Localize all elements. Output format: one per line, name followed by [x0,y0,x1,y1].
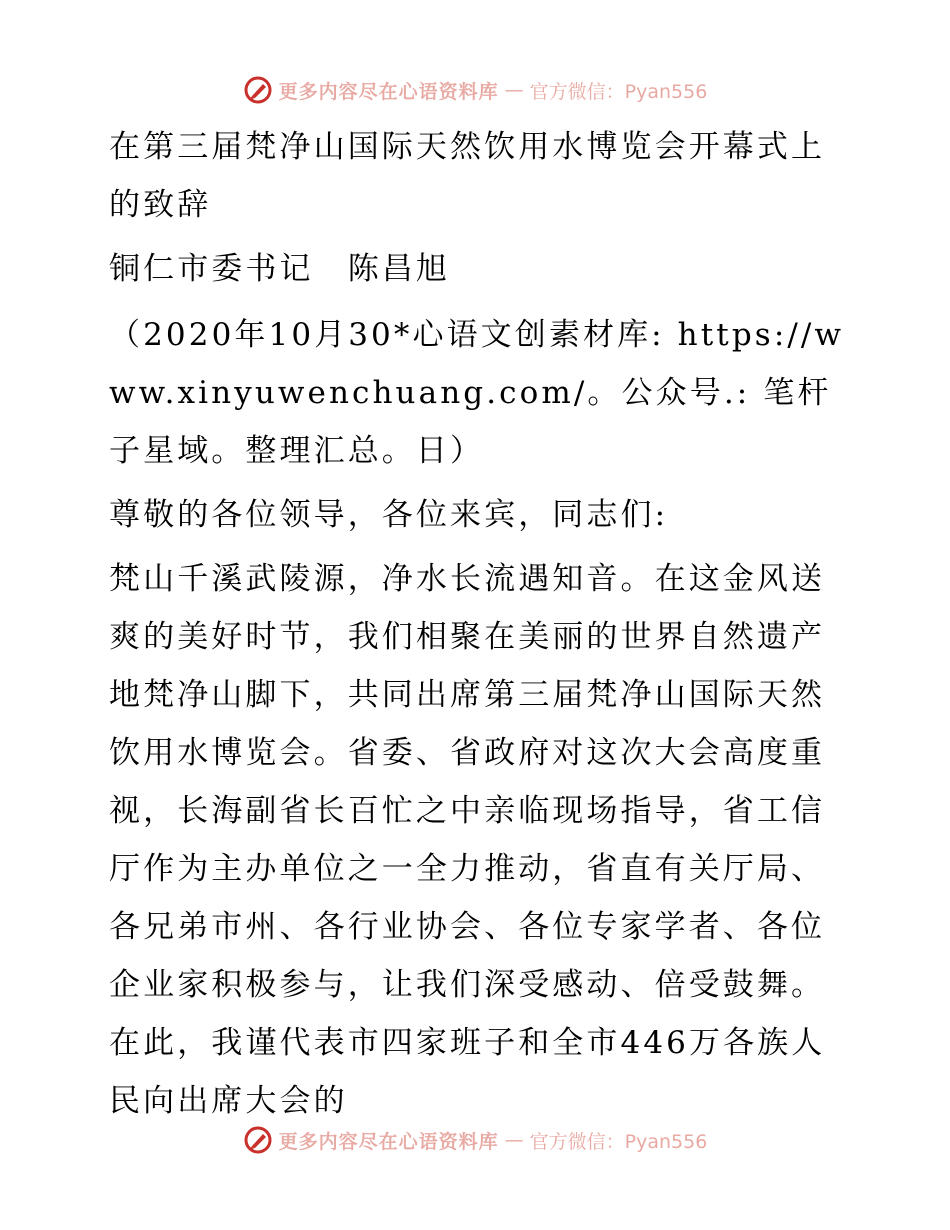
pen-circle-logo-icon [243,1125,273,1155]
banner-dash: — [504,79,524,101]
banner-brand-text: 更多内容尽在心语资料库 [278,1130,499,1153]
header-banner [0,70,950,110]
date-note: （2020年10月30*心语文创素材库: https://www.xinyuwenchuang.com/。公众号.: 笔杆子星域。整理汇总。日） [109,317,845,469]
footer-banner [0,1120,950,1160]
author-line: 铜仁市委书记 陈昌旭 [109,251,450,287]
greeting: 尊敬的各位领导，各位来宾，同志们: [109,497,669,533]
document-body [97,118,857,1130]
banner-account-text: 官方微信：Pyan556 [529,80,708,103]
banner-account-text: 官方微信：Pyan556 [529,1130,708,1153]
document-title: 在第三届梵净山国际天然饮用水博览会开幕式上的致辞 [109,129,826,223]
body-paragraph: 梵山千溪武陵源，净水长流遇知音。在这金风送爽的美好时节，我们相聚在美丽的世界自然遗产地梵净山脚下，共同出席第三届梵净山国际天然饮用水博览会。省委、省政府对这次大会高度重视，长海副省长百忙之中亲临现场指导，省工信厅作为主办单位之一全力推动，省直有关厅局、各兄弟市州、各行业协会、各位专家学者、各位企业家积极参与，让我们深受感动、倍受鼓舞。在此，我谨代表市四家班子和全市446万各族人民向出席大会的 [109,561,826,1119]
banner-brand-text: 更多内容尽在心语资料库 [278,80,499,103]
banner-dash: — [504,1129,524,1151]
pen-circle-logo-icon [243,75,273,105]
